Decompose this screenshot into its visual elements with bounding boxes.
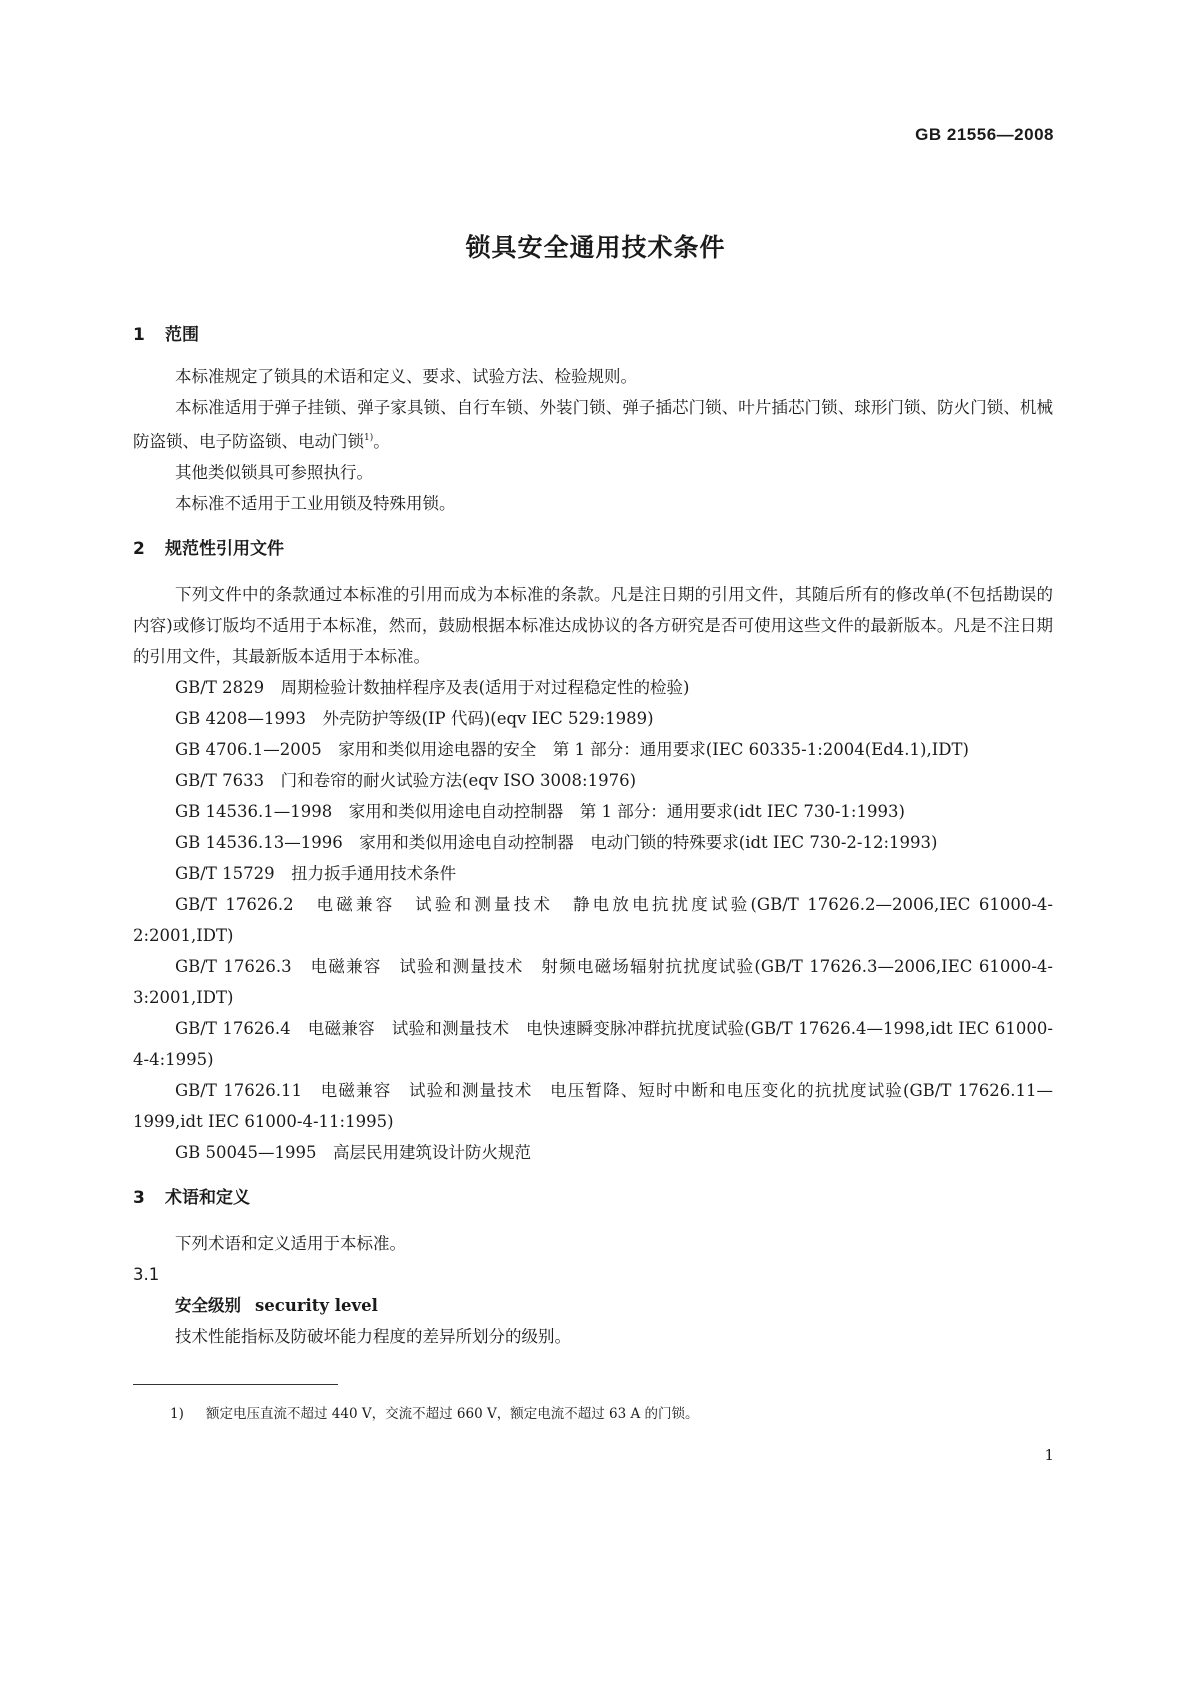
section-number: 3	[133, 1188, 145, 1208]
term-english: security level	[255, 1296, 378, 1315]
reference-item: GB 14536.1—1998 家用和类似用途电自动控制器 第 1 部分：通用要求(idt IEC 730-1:1993)	[175, 802, 905, 821]
footnote-text: 额定电压直流不超过 440 V，交流不超过 660 V，额定电流不超过 63 A 的门锁。	[206, 1406, 699, 1422]
footnote-separator	[133, 1384, 338, 1385]
paragraph: 下列文件中的条款通过本标准的引用而成为本标准的条款。凡是注日期的引用文件，其随后所有的修改单(不包括勘误的内容)或修订版均不适用于本标准，然而，鼓励根据本标准达成协议的各方研究是否可使用这些文件的最新版本。凡是不注日期的引用文件，其最新版本适用于本标准。	[133, 585, 1053, 666]
paragraph: 本标准规定了锁具的术语和定义、要求、试验方法、检验规则。	[175, 367, 637, 386]
paragraph: 其他类似锁具可参照执行。	[175, 463, 373, 482]
reference-item: GB/T 17626.11 电磁兼容 试验和测量技术 电压暂降、短时中断和电压变化的抗扰度试验(GB/T 17626.11—1999,idt IEC 61000-4-11:1995)	[133, 1081, 1053, 1131]
reference-item: GB 14536.13—1996 家用和类似用途电自动控制器 电动门锁的特殊要求(idt IEC 730-2-12:1993)	[175, 833, 938, 852]
reference-item: GB/T 2829 周期检验计数抽样程序及表(适用于对过程稳定性的检验)	[175, 678, 690, 697]
reference-item: GB 4706.1—2005 家用和类似用途电器的安全 第 1 部分：通用要求(IEC 60335-1:2004(Ed4.1),IDT)	[175, 740, 969, 759]
document-body	[133, 323, 1053, 1352]
page-number: 1	[1044, 1446, 1054, 1464]
term-chinese: 安全级别	[175, 1296, 241, 1315]
standard-number: GB 21556—2008	[915, 125, 1054, 144]
reference-item: GB/T 17626.3 电磁兼容 试验和测量技术 射频电磁场辐射抗扰度试验(GB/T 17626.3—2006,IEC 61000-4-3:2001,IDT)	[133, 957, 1053, 1007]
subclause-number: 3.1	[133, 1265, 160, 1284]
reference-item: GB 4208—1993 外壳防护等级(IP 代码)(eqv IEC 529:1989)	[175, 709, 654, 728]
section-1-heading	[133, 323, 1053, 347]
reference-item: GB 50045—1995 高层民用建筑设计防火规范	[175, 1143, 532, 1162]
document-title: 锁具安全通用技术条件	[465, 233, 726, 262]
paragraph: 本标准不适用于工业用锁及特殊用锁。	[175, 494, 456, 513]
reference-item: GB/T 17626.2 电磁兼容 试验和测量技术 静电放电抗扰度试验(GB/T 17626.2—2006,IEC 61000-4-2:2001,IDT)	[133, 895, 1053, 945]
section-title: 范围	[165, 325, 199, 345]
term-entry	[133, 1290, 1053, 1321]
section-2-heading	[133, 537, 1053, 561]
reference-item: GB/T 17626.4 电磁兼容 试验和测量技术 电快速瞬变脉冲群抗扰度试验(GB/T 17626.4—1998,idt IEC 61000-4-4:1995)	[133, 1019, 1053, 1069]
paragraph-scope	[133, 392, 1053, 457]
reference-item: GB/T 7633 门和卷帘的耐火试验方法(eqv ISO 3008:1976)	[175, 771, 637, 790]
footnote-mark: 1)	[170, 1406, 184, 1422]
paragraph: 下列术语和定义适用于本标准。	[175, 1234, 406, 1253]
section-title: 术语和定义	[165, 1188, 250, 1208]
reference-item: GB/T 15729 扭力扳手通用技术条件	[175, 864, 457, 883]
footnote-reference: 1)	[364, 433, 374, 443]
section-3-heading	[133, 1186, 1053, 1210]
paragraph-text: 本标准适用于弹子挂锁、弹子家具锁、自行车锁、外装门锁、弹子插芯门锁、叶片插芯门锁、球形门锁、防火门锁、机械防盗锁、电子防盗锁、电动门锁	[133, 398, 1053, 451]
section-title: 规范性引用文件	[165, 539, 284, 559]
footnote	[170, 1404, 699, 1424]
section-number: 1	[133, 325, 145, 345]
term-definition: 技术性能指标及防破坏能力程度的差异所划分的级别。	[175, 1327, 571, 1346]
section-number: 2	[133, 539, 145, 559]
paragraph-end: 。	[373, 432, 390, 451]
